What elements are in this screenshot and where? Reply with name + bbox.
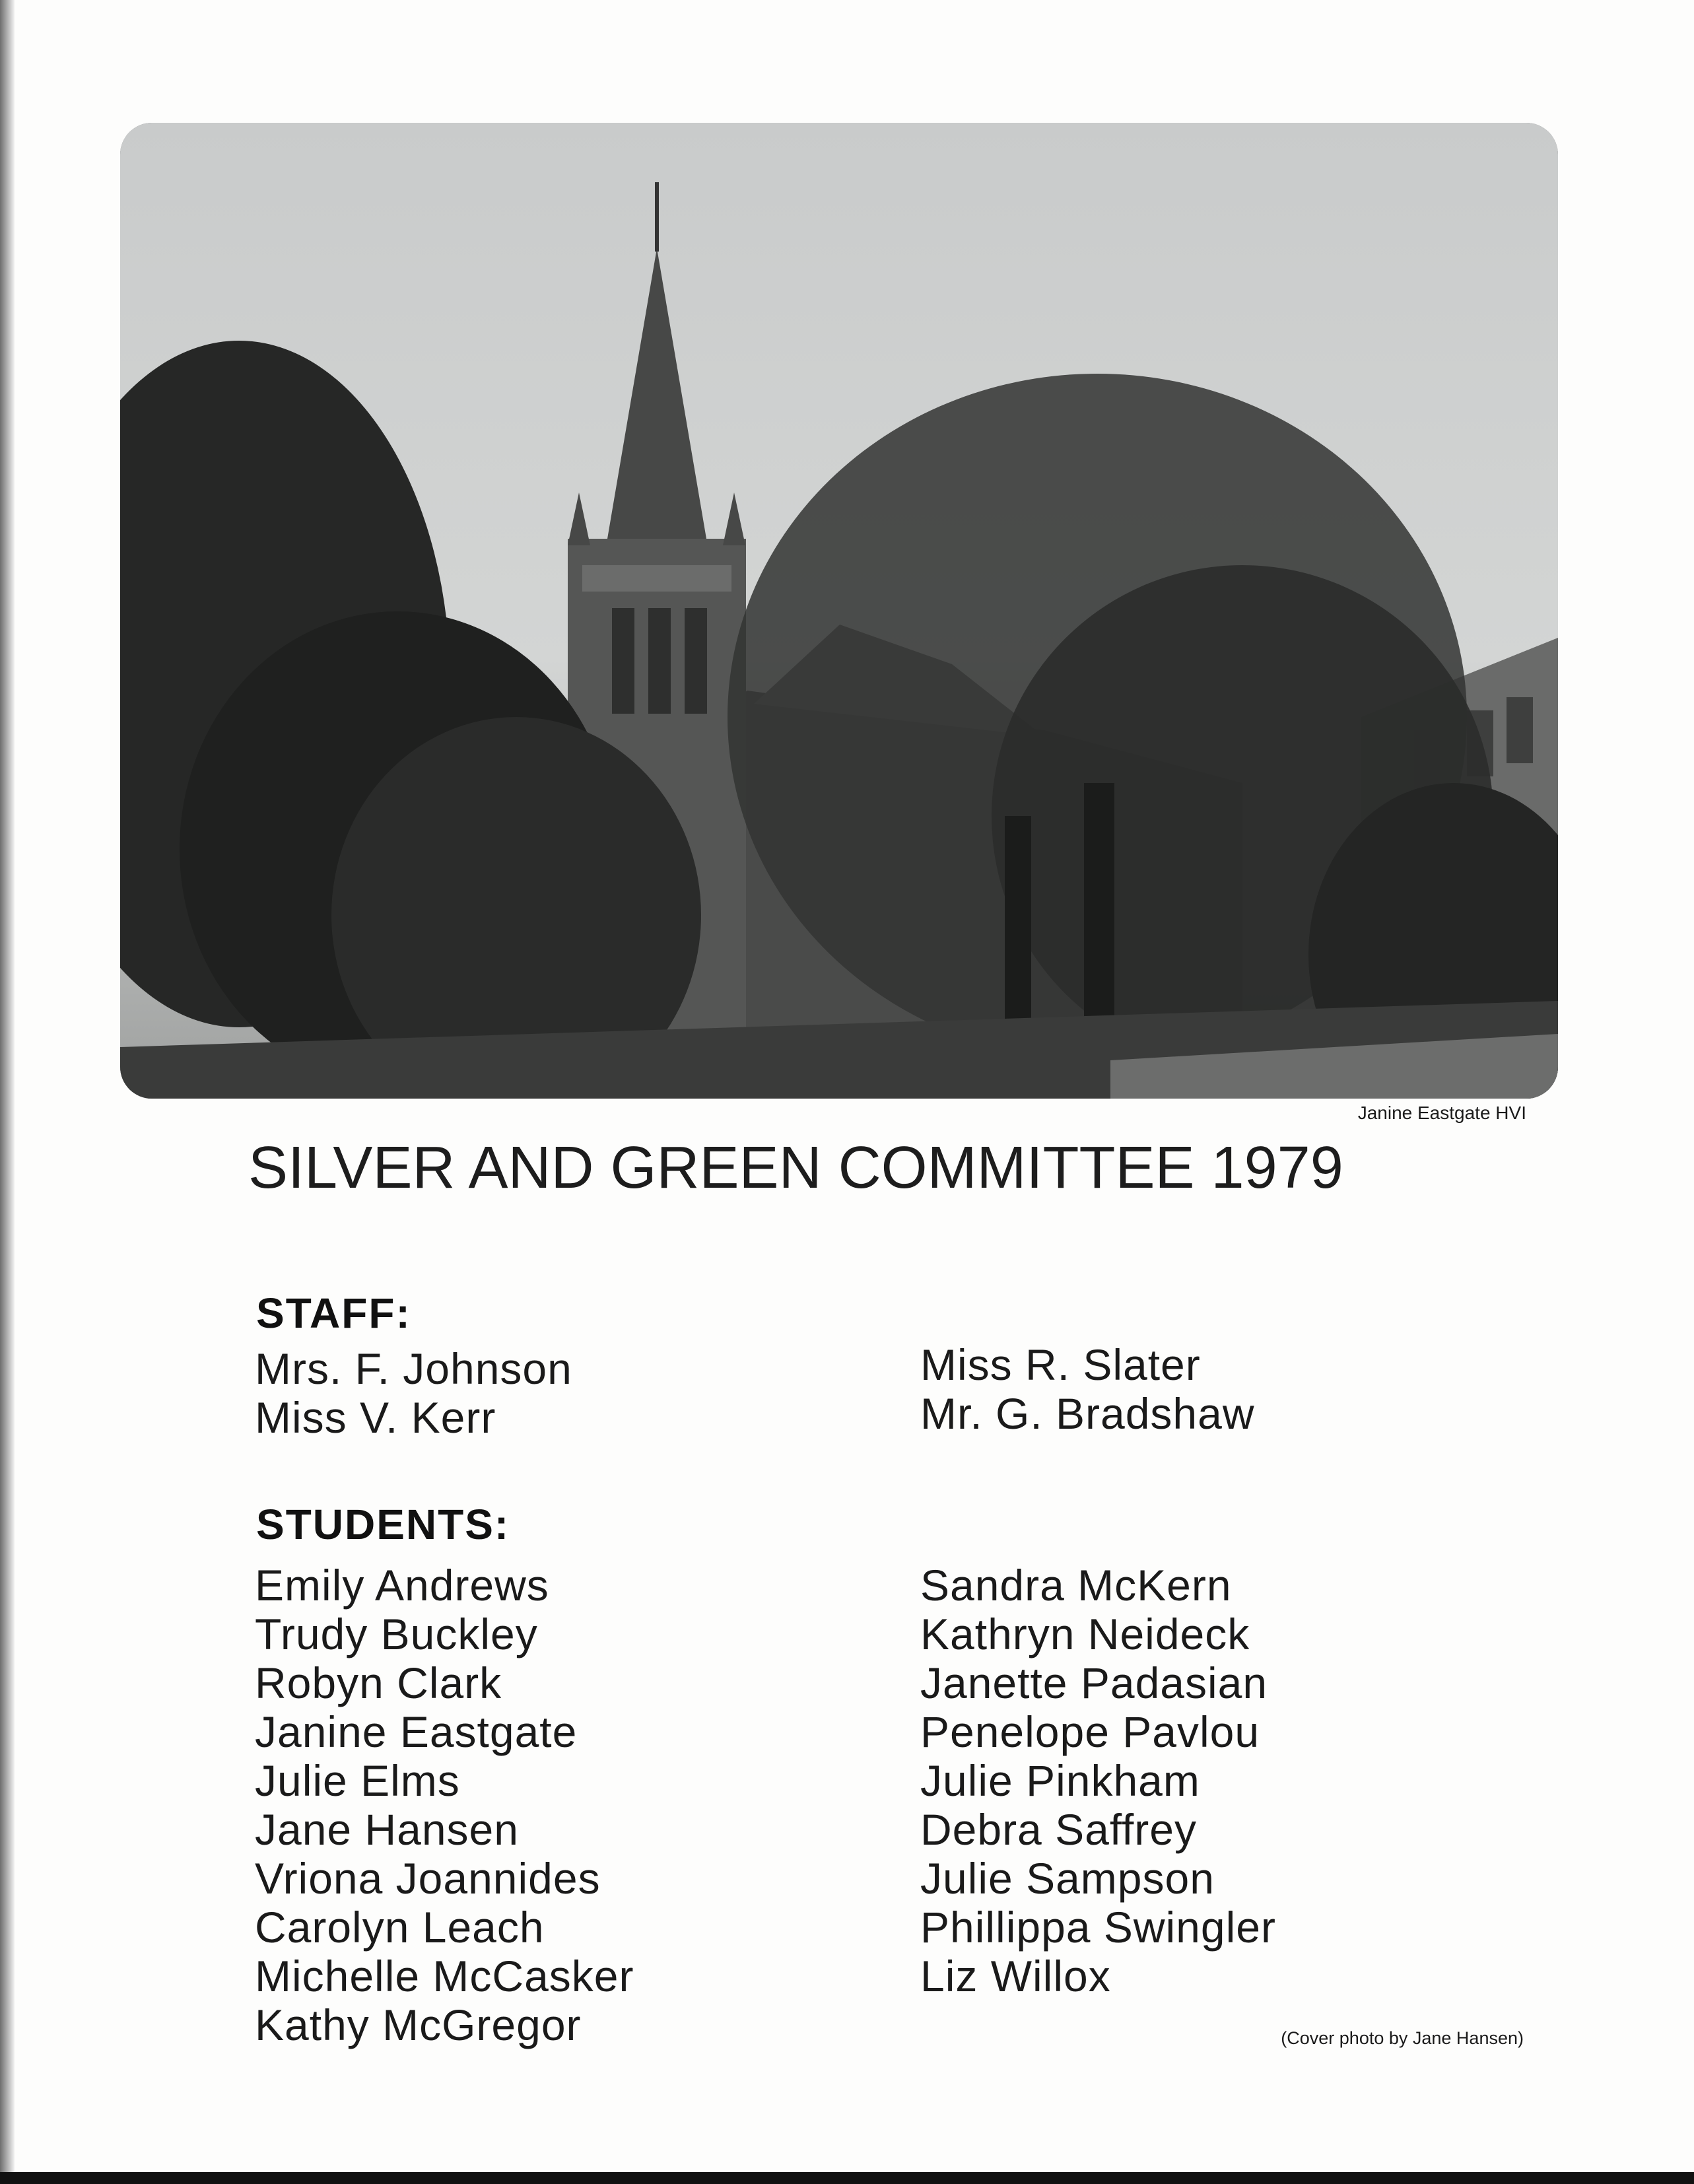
student-name: Kathy McGregor [255,2000,582,2049]
student-name: Janine Eastgate [255,1707,578,1756]
student-name: Kathryn Neideck [920,1610,1250,1658]
student-name: Carolyn Leach [255,1903,545,1952]
binding-edge [0,0,15,2184]
student-name: Phillippa Swingler [920,1903,1276,1952]
staff-member: Miss V. Kerr [255,1393,496,1442]
school-building-photo [120,123,1558,1099]
student-name: Jane Hansen [255,1805,519,1854]
students-list-left [255,1561,634,2049]
staff-list-left [255,1344,572,1442]
student-name: Emily Andrews [255,1561,549,1610]
student-name: Robyn Clark [255,1658,502,1707]
cover-photo-credit: (Cover photo by Jane Hansen) [1281,2028,1524,2048]
bottom-edge [0,2172,1694,2184]
student-name: Julie Sampson [920,1854,1215,1903]
student-name: Julie Elms [255,1756,460,1805]
staff-member: Miss R. Slater [920,1340,1201,1389]
student-name: Janette Padasian [920,1658,1268,1707]
students-heading: STUDENTS: [256,1501,510,1548]
students-list-right [920,1561,1276,2000]
student-name: Sandra McKern [920,1561,1232,1610]
student-name: Vriona Joannides [255,1854,601,1903]
student-name: Penelope Pavlou [920,1707,1260,1756]
student-name: Michelle McCasker [255,1952,634,2000]
staff-member: Mrs. F. Johnson [255,1344,572,1393]
student-name: Liz Willox [920,1952,1111,2000]
student-name: Julie Pinkham [920,1756,1200,1805]
staff-member: Mr. G. Bradshaw [920,1389,1255,1438]
page-title: SILVER AND GREEN COMMITTEE 1979 [248,1135,1343,1201]
student-name: Trudy Buckley [255,1610,538,1658]
student-name: Debra Saffrey [920,1805,1197,1854]
photo-credit: Janine Eastgate HVI [1357,1103,1526,1123]
school-building-photo-image [120,123,1558,1099]
staff-list-right [920,1340,1255,1438]
staff-heading: STAFF: [256,1289,411,1337]
